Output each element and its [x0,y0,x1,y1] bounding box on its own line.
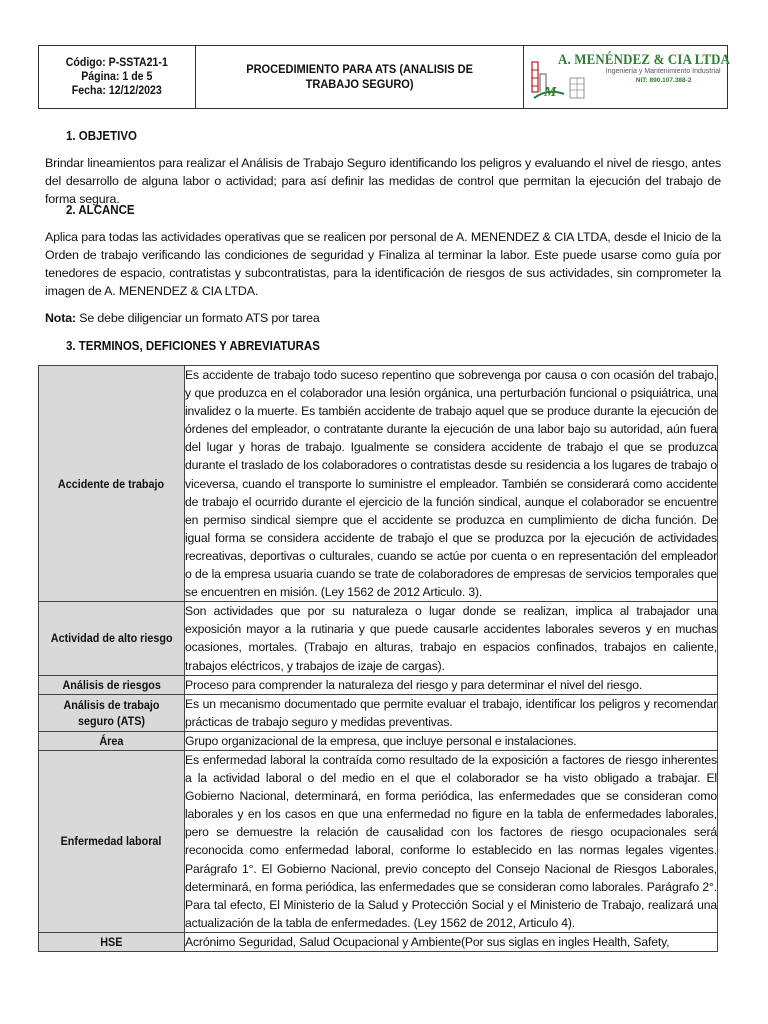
company-subtitle: Ingeniería y Mantenimiento Industrial [605,68,721,75]
term-cell: Accidente de trabajo [39,366,185,602]
nota-label: Nota: [45,311,76,325]
definition-cell: Grupo organizacional de la empresa, que incluye personal e instalaciones. [185,731,718,750]
term-cell: HSE [39,932,185,951]
company-logo [524,46,730,108]
document-page-number: Página: 1 de 5 [81,71,153,83]
nota-text: Se debe diligenciar un formato ATS por tarea [75,311,320,325]
nota-paragraph [45,309,721,327]
objetivo-text: Brindar lineamientos para realizar el Análisis de Trabajo Seguro identificando los peligros y evaluando el nivel de riesgo, antes del desarrollo de alguna labor o actividad; para así definir las medidas de control que permitan la ejecución del trabajo de forma segura. [45,156,721,206]
company-logo-cell [523,46,730,109]
definition-cell: Es un mecanismo documentado que permite evaluar el trabajo, identificar los peligros y recomendar prácticas de trabajo seguro y medidas preventivas. [185,694,718,731]
section-title-terminos: 3. TERMINOS, DEFICIONES Y ABREVIATURAS [66,339,320,353]
section-title-objetivo: 1. OBJETIVO [66,129,137,143]
document-code: Código: P-SSTA21-1 [65,57,168,69]
company-nit: NIT: 890.107.388-2 [635,77,692,84]
table-row [39,932,718,951]
table-row [39,731,718,750]
definition-cell: Es accidente de trabajo todo suceso repentino que sobrevenga por causa o con ocasión del trabajo, y que produzca en el colaborador una lesión orgánica, una perturbación funcional o psiquiátrica, una invalidez o la muerte. Es también accidente de trabajo aquel que se produce durante la ejecución de órdenes del empleador, o contratante durante la ejecución de una labor bajo su autoridad, aún fuera del lugar y horas de trabajo. Igualmente se considera accidente de trabajo el que se produzca durante el traslado de los colaboradores o contratistas desde su residencia a los lugares de trabajo o viceversa, cuando el transporte lo suministre el empleador. También se considerará como accidente de trabajo el ocurrido durante el ejercicio de la función sindical, aunque el colaborador se encuentre en permiso sindical siempre que el accidente se produzca en cumplimiento de dicha función. De igual forma se considera accidente de trabajo el que se produzca por la ejecución de actividades recreativas, deportivas o culturales, cuando se actúe por cuenta o en representación del empleador o de la empresa usuaria cuando se trate de colaboradores de empresas de servicios temporales que se encuentren en misión. (Ley 1562 de 2012 Articulo. 3). [185,366,718,602]
table-row [39,694,718,731]
document-date: Fecha: 12/12/2023 [71,85,162,97]
document-title: PROCEDIMIENTO PARA ATS (ANALISIS DE TRABAJO SEGURO) [245,62,473,91]
alcance-text: Aplica para todas las actividades operativas que se realicen por personal de A. MENENDEZ & CIA LTDA, desde el Inicio de la Orden de trabajo verificando las condiciones de seguridad y Finaliza al terminar la labor. Este puede usarse como guía por tenedores de espacio, contratistas y subcontratistas, para la identificación de riesgos de sus actividades, sin comprometer la imagen de A. MENENDEZ & CIA LTDA. [45,230,721,298]
term-cell: Enfermedad laboral [39,750,185,932]
document-title-cell [195,46,523,109]
definitions-table [38,365,718,952]
table-row [39,602,718,675]
table-row [39,675,718,694]
term-cell: Área [39,731,185,750]
term-cell: Análisis de trabajo seguro (ATS) [39,694,185,731]
table-row [39,750,718,932]
document-header [38,45,728,109]
table-row [39,366,718,602]
document-meta [39,46,196,109]
definition-cell: Son actividades que por su naturaleza o lugar donde se realizan, implica al trabajador una exposición mayor a la rutinaria y que puede causarle accidentes laborales severos y en muchas ocasiones, mortales. (Trabajo en alturas, trabajo en espacios confinados, trabajos en caliente, trabajos eléctricos, y trabajos de izaje de cargas). [185,602,718,675]
svg-text:M: M [543,85,557,100]
term-cell: Análisis de riesgos [39,675,185,694]
section-title-alcance: 2. ALCANCE [66,203,135,217]
term-cell: Actividad de alto riesgo [39,602,185,675]
company-name: A. MENÉNDEZ & CIA LTDA [557,52,730,68]
definition-cell: Proceso para comprender la naturaleza del riesgo y para determinar el nivel del riesgo. [185,675,718,694]
definition-cell: Es enfermedad laboral la contraída como resultado de la exposición a factores de riesgo inherentes a la actividad laboral o del medio en el que el colaborador se ha visto obligado a trabajar. El Gobierno Nacional, determinará, en forma periódica, las enfermedades que se consideran como laborales y en los casos en que una enfermedad no figure en la tabla de enfermedades laborales, pero se demuestre la relación de causalidad con los factores de riesgo ocupacionales será reconocida como enfermedad laboral, conforme lo establecido en las normas legales vigentes. Parágrafo 1°. El Gobierno Nacional, previo concepto del Consejo Nacional de Riesgos Laborales, determinará, en forma periódica, las enfermedades que se consideran como laborales. Parágrafo 2°. Para tal efecto, El Ministerio de la Salud y Protección Social y el Ministerio de Trabajo, realizará una actualización de la tabla de enfermedades. (Ley 1562 de 2012, Articulo 4). [185,750,718,932]
definition-cell: Acrónimo Seguridad, Salud Ocupacional y Ambiente(Por sus siglas en ingles Health, Safety, [185,932,718,951]
